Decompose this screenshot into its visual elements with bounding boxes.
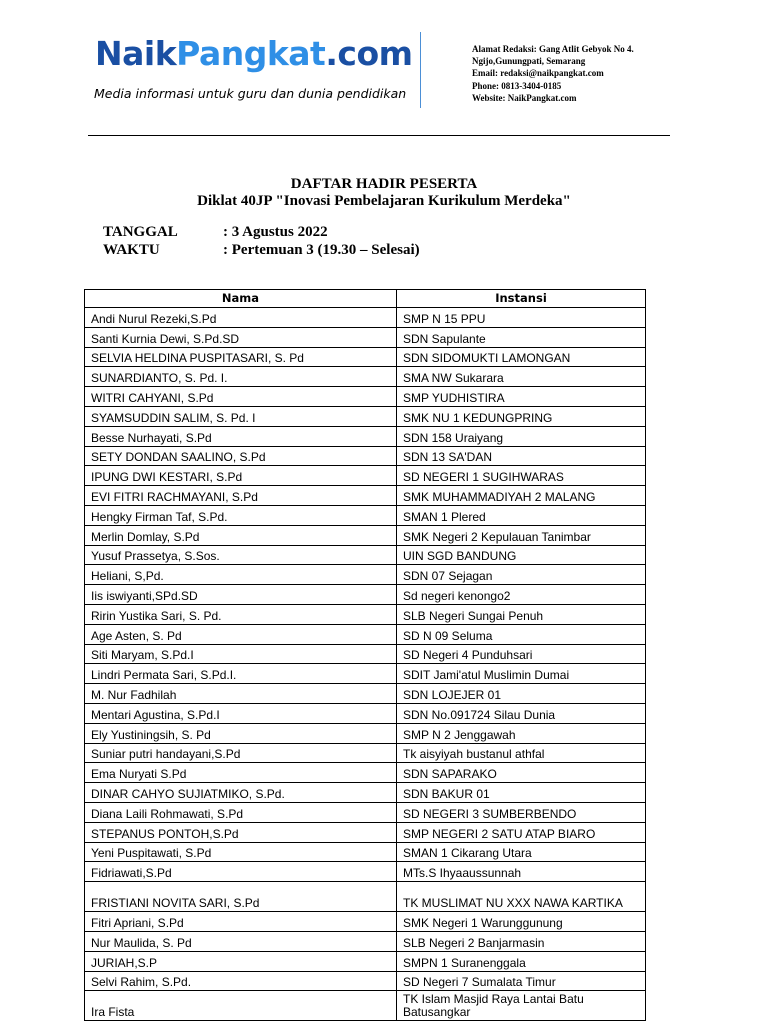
column-header-instansi: Instansi [397, 290, 646, 308]
header-divider [420, 32, 421, 108]
table-row [85, 743, 646, 763]
participant-name-cell: Mentari Agustina, S.Pd.I [85, 703, 397, 723]
participant-name-cell: JURIAH,S.P [85, 951, 397, 971]
table-row [85, 862, 646, 882]
institution-cell: SDN 13 SA'DAN [397, 446, 646, 466]
table-row [85, 644, 646, 664]
institution-cell: SMA NW Sukarara [397, 367, 646, 387]
table-row [85, 802, 646, 822]
participant-name-cell: Besse Nurhayati, S.Pd [85, 426, 397, 446]
participant-name-cell: Ema Nuryati S.Pd [85, 763, 397, 783]
table-row [85, 912, 646, 932]
attendance-table [84, 289, 646, 1021]
institution-cell: SMPN 1 Suranenggala [397, 951, 646, 971]
institution-cell: Sd negeri kenongo2 [397, 585, 646, 605]
column-header-nama: Nama [85, 290, 397, 308]
institution-cell: TK MUSLIMAT NU XXX NAWA KARTIKA [397, 882, 646, 912]
table-row [85, 446, 646, 466]
table-row [85, 406, 646, 426]
email-line: Email: redaksi@naikpangkat.com [472, 68, 604, 79]
participant-name-cell: SELVIA HELDINA PUSPITASARI, S. Pd [85, 347, 397, 367]
table-row [85, 822, 646, 842]
table-row [85, 565, 646, 585]
institution-cell: SMK Negeri 1 Warunggunung [397, 912, 646, 932]
participant-name-cell: WITRI CAHYANI, S.Pd [85, 387, 397, 407]
participant-name-cell: Ririn Yustika Sari, S. Pd. [85, 604, 397, 624]
participant-name-cell: EVI FITRI RACHMAYANI, S.Pd [85, 486, 397, 506]
table-row [85, 327, 646, 347]
tagline: Media informasi untuk guru dan dunia pendidikan [94, 86, 407, 101]
participant-name-cell: Hengky Firman Taf, S.Pd. [85, 505, 397, 525]
time-value: : Pertemuan 3 (19.30 – Selesai) [223, 242, 420, 258]
institution-cell: SD Negeri 4 Punduhsari [397, 644, 646, 664]
table-row [85, 604, 646, 624]
table-row [85, 931, 646, 951]
institution-cell: SLB Negeri 2 Banjarmasin [397, 931, 646, 951]
participant-name-cell: Siti Maryam, S.Pd.I [85, 644, 397, 664]
participant-name-cell: SETY DONDAN SAALINO, S.Pd [85, 446, 397, 466]
table-row [85, 426, 646, 446]
participant-name-cell: Ira Fista [85, 991, 397, 1021]
address-block [472, 43, 634, 104]
table-row [85, 486, 646, 506]
institution-cell: SDN 158 Uraiyang [397, 426, 646, 446]
participant-name-cell: Yusuf Prassetya, S.Sos. [85, 545, 397, 565]
table-row [85, 723, 646, 743]
institution-cell: SMP NEGERI 2 SATU ATAP BIARO [397, 822, 646, 842]
participant-name-cell: Fidriawati,S.Pd [85, 862, 397, 882]
participant-name-cell: DINAR CAHYO SUJIATMIKO, S.Pd. [85, 783, 397, 803]
table-row [85, 505, 646, 525]
institution-cell: SD N 09 Seluma [397, 624, 646, 644]
address-line: Alamat Redaksi: Gang Atlit Gebyok No 4. [472, 44, 634, 54]
table-row [85, 684, 646, 704]
table-row [85, 466, 646, 486]
participant-name-cell: Nur Maulida, S. Pd [85, 931, 397, 951]
institution-cell: SMK MUHAMMADIYAH 2 MALANG [397, 486, 646, 506]
institution-cell: SDN LOJEJER 01 [397, 684, 646, 704]
table-row [85, 783, 646, 803]
institution-cell: SDN BAKUR 01 [397, 783, 646, 803]
participant-name-cell: IPUNG DWI KESTARI, S.Pd [85, 466, 397, 486]
table-row [85, 842, 646, 862]
participant-name-cell: Selvi Rahim, S.Pd. [85, 971, 397, 991]
institution-cell: SDN SIDOMUKTI LAMONGAN [397, 347, 646, 367]
institution-cell: SDN No.091724 Silau Dunia [397, 703, 646, 723]
participant-name-cell: SYAMSUDDIN SALIM, S. Pd. I [85, 406, 397, 426]
institution-cell: UIN SGD BANDUNG [397, 545, 646, 565]
participant-name-cell: SUNARDIANTO, S. Pd. I. [85, 367, 397, 387]
table-row [85, 624, 646, 644]
document-title: DAFTAR HADIR PESERTA [290, 176, 478, 192]
participant-name-cell: Andi Nurul Rezeki,S.Pd [85, 308, 397, 328]
institution-cell: MTs.S Ihyaaussunnah [397, 862, 646, 882]
institution-cell: TK Islam Masjid Raya Lantai Batu Batusangkar [397, 991, 646, 1021]
participant-name-cell: Ely Yustiningsih, S. Pd [85, 723, 397, 743]
institution-cell: Tk aisyiyah bustanul athfal [397, 743, 646, 763]
table-row [85, 971, 646, 991]
institution-cell: SMK NU 1 KEDUNGPRING [397, 406, 646, 426]
participant-name-cell: Heliani, S,Pd. [85, 565, 397, 585]
institution-cell: SLB Negeri Sungai Penuh [397, 604, 646, 624]
participant-name-cell: Lindri Permata Sari, S.Pd.I. [85, 664, 397, 684]
table-row [85, 308, 646, 328]
table-row [85, 347, 646, 367]
table-row [85, 664, 646, 684]
participant-name-cell: FRISTIANI NOVITA SARI, S.Pd [85, 882, 397, 912]
institution-cell: SMP N 15 PPU [397, 308, 646, 328]
participant-name-cell: Age Asten, S. Pd [85, 624, 397, 644]
participant-name-cell: M. Nur Fadhilah [85, 684, 397, 704]
participant-name-cell: Iis iswiyanti,SPd.SD [85, 585, 397, 605]
time-row [103, 242, 420, 259]
document-subtitle: Diklat 40JP "Inovasi Pembelajaran Kurikulum Merdeka" [197, 193, 571, 209]
phone-line: Phone: 0813-3404-0185 [472, 80, 562, 91]
institution-cell: SDN 07 Sejagan [397, 565, 646, 585]
institution-cell: SD NEGERI 1 SUGIHWARAS [397, 466, 646, 486]
date-row [103, 224, 328, 241]
participant-name-cell: Diana Laili Rohmawati, S.Pd [85, 802, 397, 822]
table-row [85, 882, 646, 912]
institution-cell: SD Negeri 7 Sumalata Timur [397, 971, 646, 991]
participant-name-cell: Santi Kurnia Dewi, S.Pd.SD [85, 327, 397, 347]
date-value: : 3 Agustus 2022 [223, 224, 328, 240]
header-rule [88, 135, 670, 136]
institution-cell: SDN SAPARAKO [397, 763, 646, 783]
table-row [85, 763, 646, 783]
institution-cell: SMAN 1 Plered [397, 505, 646, 525]
participant-name-cell: Suniar putri handayani,S.Pd [85, 743, 397, 763]
institution-cell: SD NEGERI 3 SUMBERBENDO [397, 802, 646, 822]
institution-cell: SMK Negeri 2 Kepulauan Tanimbar [397, 525, 646, 545]
institution-cell: SMP YUDHISTIRA [397, 387, 646, 407]
table-row [85, 703, 646, 723]
institution-cell: SDN Sapulante [397, 327, 646, 347]
logo-text-domain: .com [325, 34, 413, 73]
table-header-row [85, 290, 646, 308]
participant-name-cell: Merlin Domlay, S.Pd [85, 525, 397, 545]
table-row [85, 367, 646, 387]
participant-name-cell: Yeni Puspitawati, S.Pd [85, 842, 397, 862]
institution-cell: SMAN 1 Cikarang Utara [397, 842, 646, 862]
logo-text-pangkat: Pangkat [176, 34, 326, 73]
site-logo [95, 34, 413, 74]
institution-cell: SMP N 2 Jenggawah [397, 723, 646, 743]
table-body [85, 308, 646, 1021]
table-row [85, 525, 646, 545]
time-label: WAKTU [103, 242, 160, 258]
table-row [85, 951, 646, 971]
address-line: Ngijo,Gunungpati, Semarang [472, 56, 586, 67]
date-label: TANGGAL [103, 224, 178, 240]
website-line: Website: NaikPangkat.com [472, 92, 577, 103]
table-row [85, 387, 646, 407]
participant-name-cell: STEPANUS PONTOH,S.Pd [85, 822, 397, 842]
institution-cell: SDIT Jami'atul Muslimin Dumai [397, 664, 646, 684]
logo-text-naik: Naik [95, 34, 177, 73]
participant-name-cell: Fitri Apriani, S.Pd [85, 912, 397, 932]
table-row [85, 545, 646, 565]
table-row [85, 991, 646, 1021]
table-row [85, 585, 646, 605]
